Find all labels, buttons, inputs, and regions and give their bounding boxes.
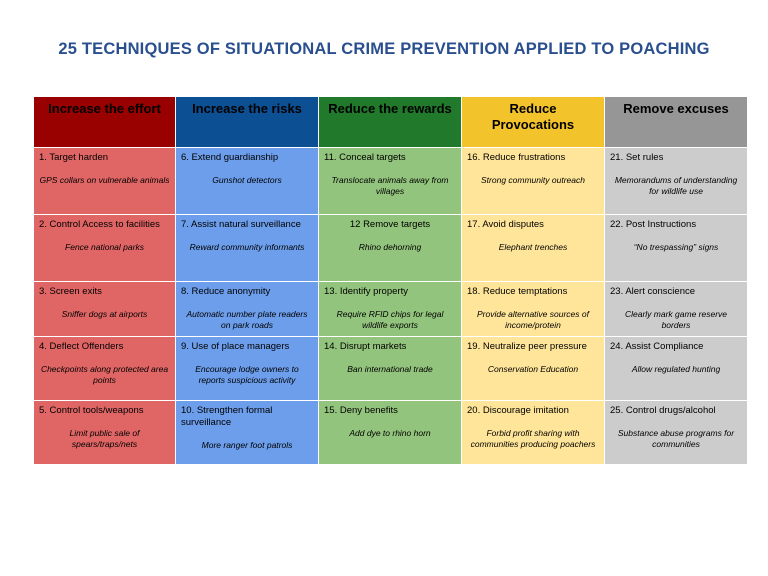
table-cell [462, 401, 605, 465]
page-title: 25 TECHNIQUES OF SITUATIONAL CRIME PREVENTION APPLIED TO POACHING [58, 40, 710, 58]
technique-label: 9. Use of place managers [181, 341, 290, 352]
table-cell [34, 337, 176, 401]
technique-label: 4. Deflect Offenders [39, 341, 124, 352]
column-header-reduce-provocations: Reduce Provocations [462, 97, 605, 148]
table-cell [34, 282, 176, 337]
technique-label: 23. Alert conscience [610, 286, 696, 297]
technique-label: 16. Reduce frustrations [467, 152, 566, 163]
example-text: Ban international trade [347, 364, 433, 374]
example-text: Strong community outreach [481, 175, 585, 185]
column-header-increase-effort: Increase the effort [34, 97, 176, 148]
table-cell [176, 148, 319, 215]
example-text: “No trespassing” signs [633, 242, 719, 252]
table-row [34, 401, 748, 465]
technique-label: 6. Extend guardianship [181, 152, 279, 163]
example-text: Clearly mark game reserve borders [624, 309, 728, 330]
table-cell [34, 215, 176, 282]
example-text: Elephant trenches [498, 242, 568, 252]
technique-label: 12 Remove targets [349, 219, 431, 230]
example-text: Allow regulated hunting [631, 364, 721, 374]
example-text: Memorandums of understanding for wildlife use [614, 175, 738, 196]
technique-label: 22. Post Instructions [610, 219, 697, 230]
column-header-remove-excuses: Remove excuses [605, 97, 748, 148]
technique-label: 19. Neutralize peer pressure [467, 341, 587, 352]
header-row [34, 97, 748, 148]
technique-label: 1. Target harden [39, 152, 109, 163]
technique-label: 2. Control Access to facilities [39, 219, 160, 230]
table-cell [605, 337, 748, 401]
table-cell [605, 215, 748, 282]
technique-label: 5. Control tools/weapons [39, 405, 144, 416]
table-cell [319, 148, 462, 215]
table-cell [176, 282, 319, 337]
table-cell [34, 401, 176, 465]
table-cell [605, 148, 748, 215]
example-text: Encourage lodge owners to reports suspicious activity [195, 364, 299, 385]
column-header-increase-risks: Increase the risks [176, 97, 319, 148]
techniques-table [33, 96, 748, 465]
technique-label: 7. Assist natural surveillance [181, 219, 301, 230]
technique-label: 13. Identify property [324, 286, 408, 297]
example-text: Automatic number plate readers on park roads [186, 309, 308, 330]
table-row [34, 215, 748, 282]
table-cell [462, 282, 605, 337]
table-cell [319, 215, 462, 282]
table-cell [319, 337, 462, 401]
technique-label: 8. Reduce anonymity [181, 286, 271, 297]
technique-label: 14. Disrupt markets [324, 341, 407, 352]
table-cell [605, 401, 748, 465]
example-text: Conservation Education [487, 364, 579, 374]
example-text: Substance abuse programs for communities [617, 428, 735, 449]
column-header-reduce-rewards: Reduce the rewards [319, 97, 462, 148]
technique-label: 3. Screen exits [39, 286, 102, 297]
table-cell [176, 401, 319, 465]
example-text: Forbid profit sharing with communities producing poachers [470, 428, 596, 449]
technique-label: 17. Avoid disputes [467, 219, 544, 230]
example-text: Provide alternative sources of income/protein [477, 309, 589, 330]
table-cell [319, 282, 462, 337]
technique-label: 24. Assist Compliance [610, 341, 704, 352]
example-text: Gunshot detectors [212, 175, 282, 185]
example-text: More ranger foot patrols [201, 440, 293, 450]
technique-label: 15. Deny benefits [324, 405, 398, 416]
table-cell [462, 337, 605, 401]
technique-label: 10. Strengthen formal surveillance [181, 405, 273, 428]
example-text: Require RFID chips for legal wildlife exports [336, 309, 444, 330]
example-text: Rhino dehorning [358, 242, 422, 252]
technique-label: 11. Conceal targets [324, 152, 406, 163]
example-text: Add dye to rhino horn [349, 428, 431, 438]
technique-label: 20. Discourage imitation [467, 405, 569, 416]
table-cell [462, 148, 605, 215]
table-row [34, 282, 748, 337]
table-cell [462, 215, 605, 282]
table-row [34, 337, 748, 401]
table-cell [176, 215, 319, 282]
technique-label: 18. Reduce temptations [467, 286, 568, 297]
example-text: GPS collars on vulnerable animals [39, 175, 170, 185]
example-text: Limit public sale of spears/traps/nets [69, 428, 140, 449]
example-text: Checkpoints along protected area points [40, 364, 169, 385]
table-cell [319, 401, 462, 465]
example-text: Reward community informants [189, 242, 305, 252]
example-text: Fence national parks [65, 242, 144, 252]
table-cell [176, 337, 319, 401]
table-cell [605, 282, 748, 337]
technique-label: 25. Control drugs/alcohol [610, 405, 716, 416]
technique-label: 21. Set rules [610, 152, 664, 163]
example-text: Translocate animals away from villages [331, 175, 449, 196]
table-row [34, 148, 748, 215]
example-text: Sniffer dogs at airports [61, 309, 148, 319]
table-cell [34, 148, 176, 215]
